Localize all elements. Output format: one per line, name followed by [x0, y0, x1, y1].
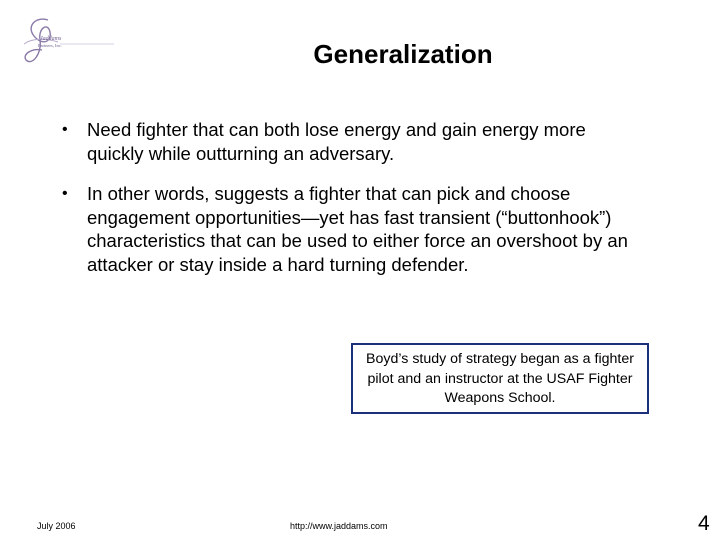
bullet-text: In other words, suggests a fighter that can pick and choose engagement opportunities—yet has fast transient (“buttonhook”) characteristics that can be used to either force an overshoot by an attacker or stay inside a hard turning defender.	[87, 183, 628, 275]
logo-name-line1: Jaddams	[40, 36, 62, 42]
bullet-text: Need fighter that can both lose energy and gain energy more quickly while outturning an adversary.	[87, 119, 586, 164]
company-logo	[18, 14, 118, 74]
bullet-marker: •	[62, 121, 68, 138]
logo-mark	[18, 14, 118, 74]
logo-name-line2: Partners, Inc.	[38, 43, 62, 48]
slide-number: 4	[698, 512, 710, 535]
callout-note	[351, 343, 649, 414]
bullet-item	[0, 118, 647, 165]
footer-url: http://www.jaddams.com	[290, 521, 388, 531]
callout-note-text: Boyd’s study of strategy began as a fighter pilot and an instructor at the USAF Fighter Weapons School.	[366, 351, 634, 406]
bullet-marker: •	[62, 185, 68, 202]
bullet-item	[0, 182, 647, 276]
slide-title: Generalization	[313, 39, 493, 69]
footer-date: July 2006	[37, 521, 76, 531]
bullet-list	[0, 118, 720, 293]
